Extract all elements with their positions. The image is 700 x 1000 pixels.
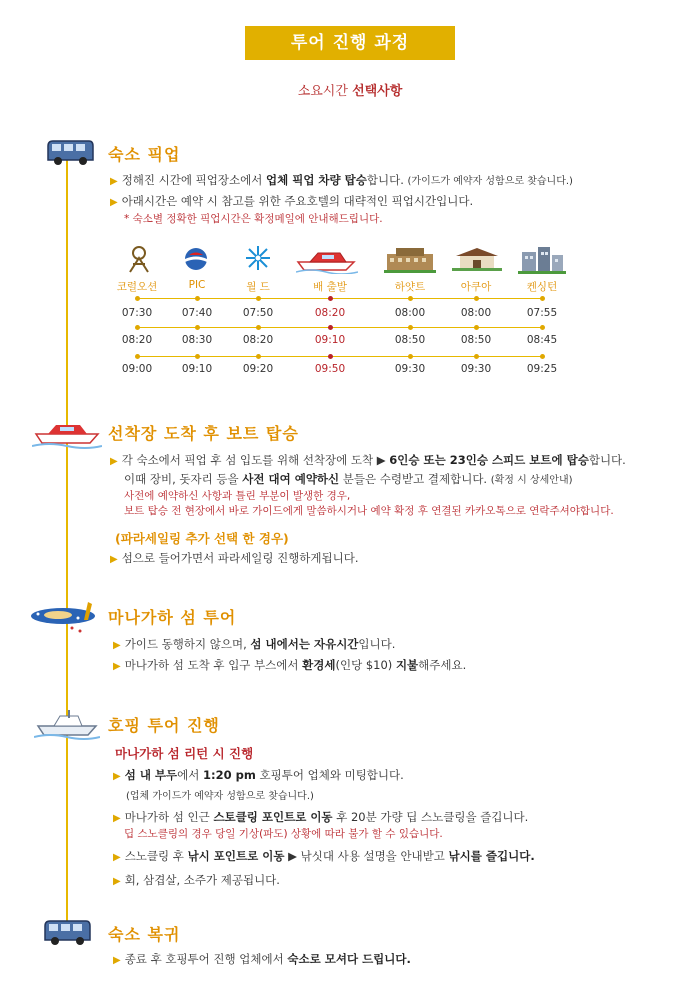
coral-ocean-logo-icon — [124, 244, 154, 274]
pickup-time: 08:20 — [314, 307, 346, 319]
hopping-line-3: ▶ 스노클링 후 낚시 포인트로 이동 ▶ 낚싯대 사용 설명을 안내받고 낚시를 즐깁니다. — [113, 849, 535, 863]
pickup-time: 09:50 — [314, 363, 346, 375]
section-title-boat: 선착장 도착 후 보트 탑승 — [108, 424, 299, 443]
hotel-name: 배 출발 — [313, 281, 347, 293]
time-dot — [408, 296, 413, 301]
kensington-building-icon — [518, 244, 566, 274]
hotel-name: 켄싱턴 — [526, 281, 558, 293]
time-dot — [135, 354, 140, 359]
island-icon — [28, 598, 98, 638]
time-dot — [135, 325, 140, 330]
aqua-resort-icon — [452, 246, 502, 272]
time-dot — [474, 354, 479, 359]
pickup-time: 08:50 — [460, 334, 492, 346]
pickup-time: 08:20 — [242, 334, 274, 346]
pickup-time: 08:20 — [121, 334, 153, 346]
pickup-time: 09:30 — [460, 363, 492, 375]
pickup-line-1: ▶ 정해진 시간에 픽업장소에서 업체 픽업 차량 탑승합니다. (가이드가 예약자 성함으로 찾습니다.) — [110, 173, 573, 187]
time-dot — [328, 296, 333, 301]
time-dot — [408, 325, 413, 330]
hotel-name: 아쿠아 — [460, 281, 492, 293]
pickup-time: 07:30 — [121, 307, 153, 319]
pickup-line-2: ▶ 아래시간은 예약 시 참고를 위한 주요호텔의 대략적인 픽업시간입니다. — [110, 194, 474, 208]
boat-line-3: ▶ 섬으로 들어가면서 파라세일링 진행하게됩니다. — [110, 551, 359, 565]
time-dot — [540, 354, 545, 359]
time-dot — [328, 325, 333, 330]
time-dot — [195, 354, 200, 359]
page-title: 투어 진행 과정 — [245, 26, 455, 60]
time-dot — [256, 325, 261, 330]
time-dot — [195, 296, 200, 301]
pickup-time: 08:45 — [526, 334, 558, 346]
boat-note-2: 보트 탑승 전 현장에서 바로 가이드에게 말씀하시거나 예약 확정 후 연결된 카카오톡으로 연락주셔야합니다. — [124, 505, 614, 517]
time-dot — [540, 325, 545, 330]
pickup-time: 09:20 — [242, 363, 274, 375]
parasailing-subtitle: (파라세일링 추가 선택 한 경우) — [115, 531, 289, 546]
time-dot — [328, 354, 333, 359]
pickup-time: 07:55 — [526, 307, 558, 319]
time-dot — [408, 354, 413, 359]
speedboat-icon — [32, 416, 102, 450]
pickup-time: 08:30 — [181, 334, 213, 346]
time-dot — [474, 325, 479, 330]
time-dot — [540, 296, 545, 301]
time-dot — [135, 296, 140, 301]
pickup-time: 08:50 — [394, 334, 426, 346]
section-title-hopping: 호핑 투어 진행 — [108, 716, 220, 735]
hopping-note: 딥 스노클링의 경우 당일 기상(파도) 상황에 따라 불가 할 수 있습니다. — [124, 828, 443, 840]
time-dot — [256, 354, 261, 359]
island-line-2: ▶ 마나가하 섬 도착 후 입구 부스에서 환경세(인당 $10) 지불해주세요. — [113, 658, 467, 672]
hotel-name: 코럴오션 — [116, 281, 158, 293]
section-title-island: 마나가하 섬 투어 — [108, 608, 237, 627]
hopping-line-1: ▶ 섬 내 부두에서 1:20 pm 호핑투어 업체와 미팅합니다. — [113, 768, 404, 782]
time-dot — [195, 325, 200, 330]
hotel-name: PIC — [188, 279, 206, 291]
pickup-note: * 숙소별 정확한 픽업시간은 확정메일에 안내해드립니다. — [124, 213, 383, 225]
pickup-time: 09:00 — [121, 363, 153, 375]
pickup-time: 08:00 — [460, 307, 492, 319]
return-line-1: ▶ 종료 후 호핑투어 진행 업체에서 숙소로 모셔다 드립니다. — [113, 952, 411, 966]
section-title-return: 숙소 복귀 — [108, 925, 181, 944]
island-line-1: ▶ 가이드 동행하지 않으며, 섬 내에서는 자유시간입니다. — [113, 637, 396, 651]
pickup-time: 07:40 — [181, 307, 213, 319]
hopping-boat-icon — [34, 706, 100, 740]
hyatt-building-icon — [384, 244, 436, 274]
pickup-time: 08:00 — [394, 307, 426, 319]
section-title-pickup: 숙소 픽업 — [108, 145, 181, 164]
pickup-time: 09:10 — [314, 334, 346, 346]
pic-logo-icon — [183, 246, 209, 272]
hopping-subtitle: 마나가하 섬 리턴 시 진행 — [115, 746, 254, 761]
hopping-line-2: ▶ 마나가하 섬 인근 스토클링 포인트로 이동 후 20분 가량 딥 스노클링을 즐깁니다. — [113, 810, 529, 824]
hotel-name: 월 드 — [246, 281, 270, 293]
pickup-time: 09:30 — [394, 363, 426, 375]
van-icon — [45, 138, 95, 168]
boat-note-1: 사전에 예약하신 사항과 틀린 부분이 발생한 경우, — [124, 490, 351, 502]
timeline-line — [66, 160, 68, 940]
hotel-name: 하얏트 — [394, 281, 426, 293]
time-dot — [256, 296, 261, 301]
pickup-time: 09:25 — [526, 363, 558, 375]
pickup-time: 07:50 — [242, 307, 274, 319]
van-icon — [42, 918, 92, 948]
page-subtitle: 소요시간 선택사항 — [297, 84, 403, 99]
hopping-line-1-note: (업체 가이드가 예약자 성함으로 찾습니다.) — [126, 791, 314, 802]
boat-line-2: 이때 장비, 돗자리 등을 사전 대여 예약하신 분들은 수령받고 결제합니다. (확정 시 상세안내) — [124, 472, 573, 486]
pickup-time: 09:10 — [181, 363, 213, 375]
world-resort-logo-icon — [244, 244, 272, 272]
hopping-line-4: ▶ 회, 삼겹살, 소주가 제공됩니다. — [113, 873, 280, 887]
time-dot — [474, 296, 479, 301]
boat-departure-icon — [296, 246, 358, 274]
boat-line-1: ▶ 각 숙소에서 픽업 후 섬 입도를 위해 선착장에 도착 ▶ 6인승 또는 23인승 스피드 보트에 탑승합니다. — [110, 453, 626, 467]
